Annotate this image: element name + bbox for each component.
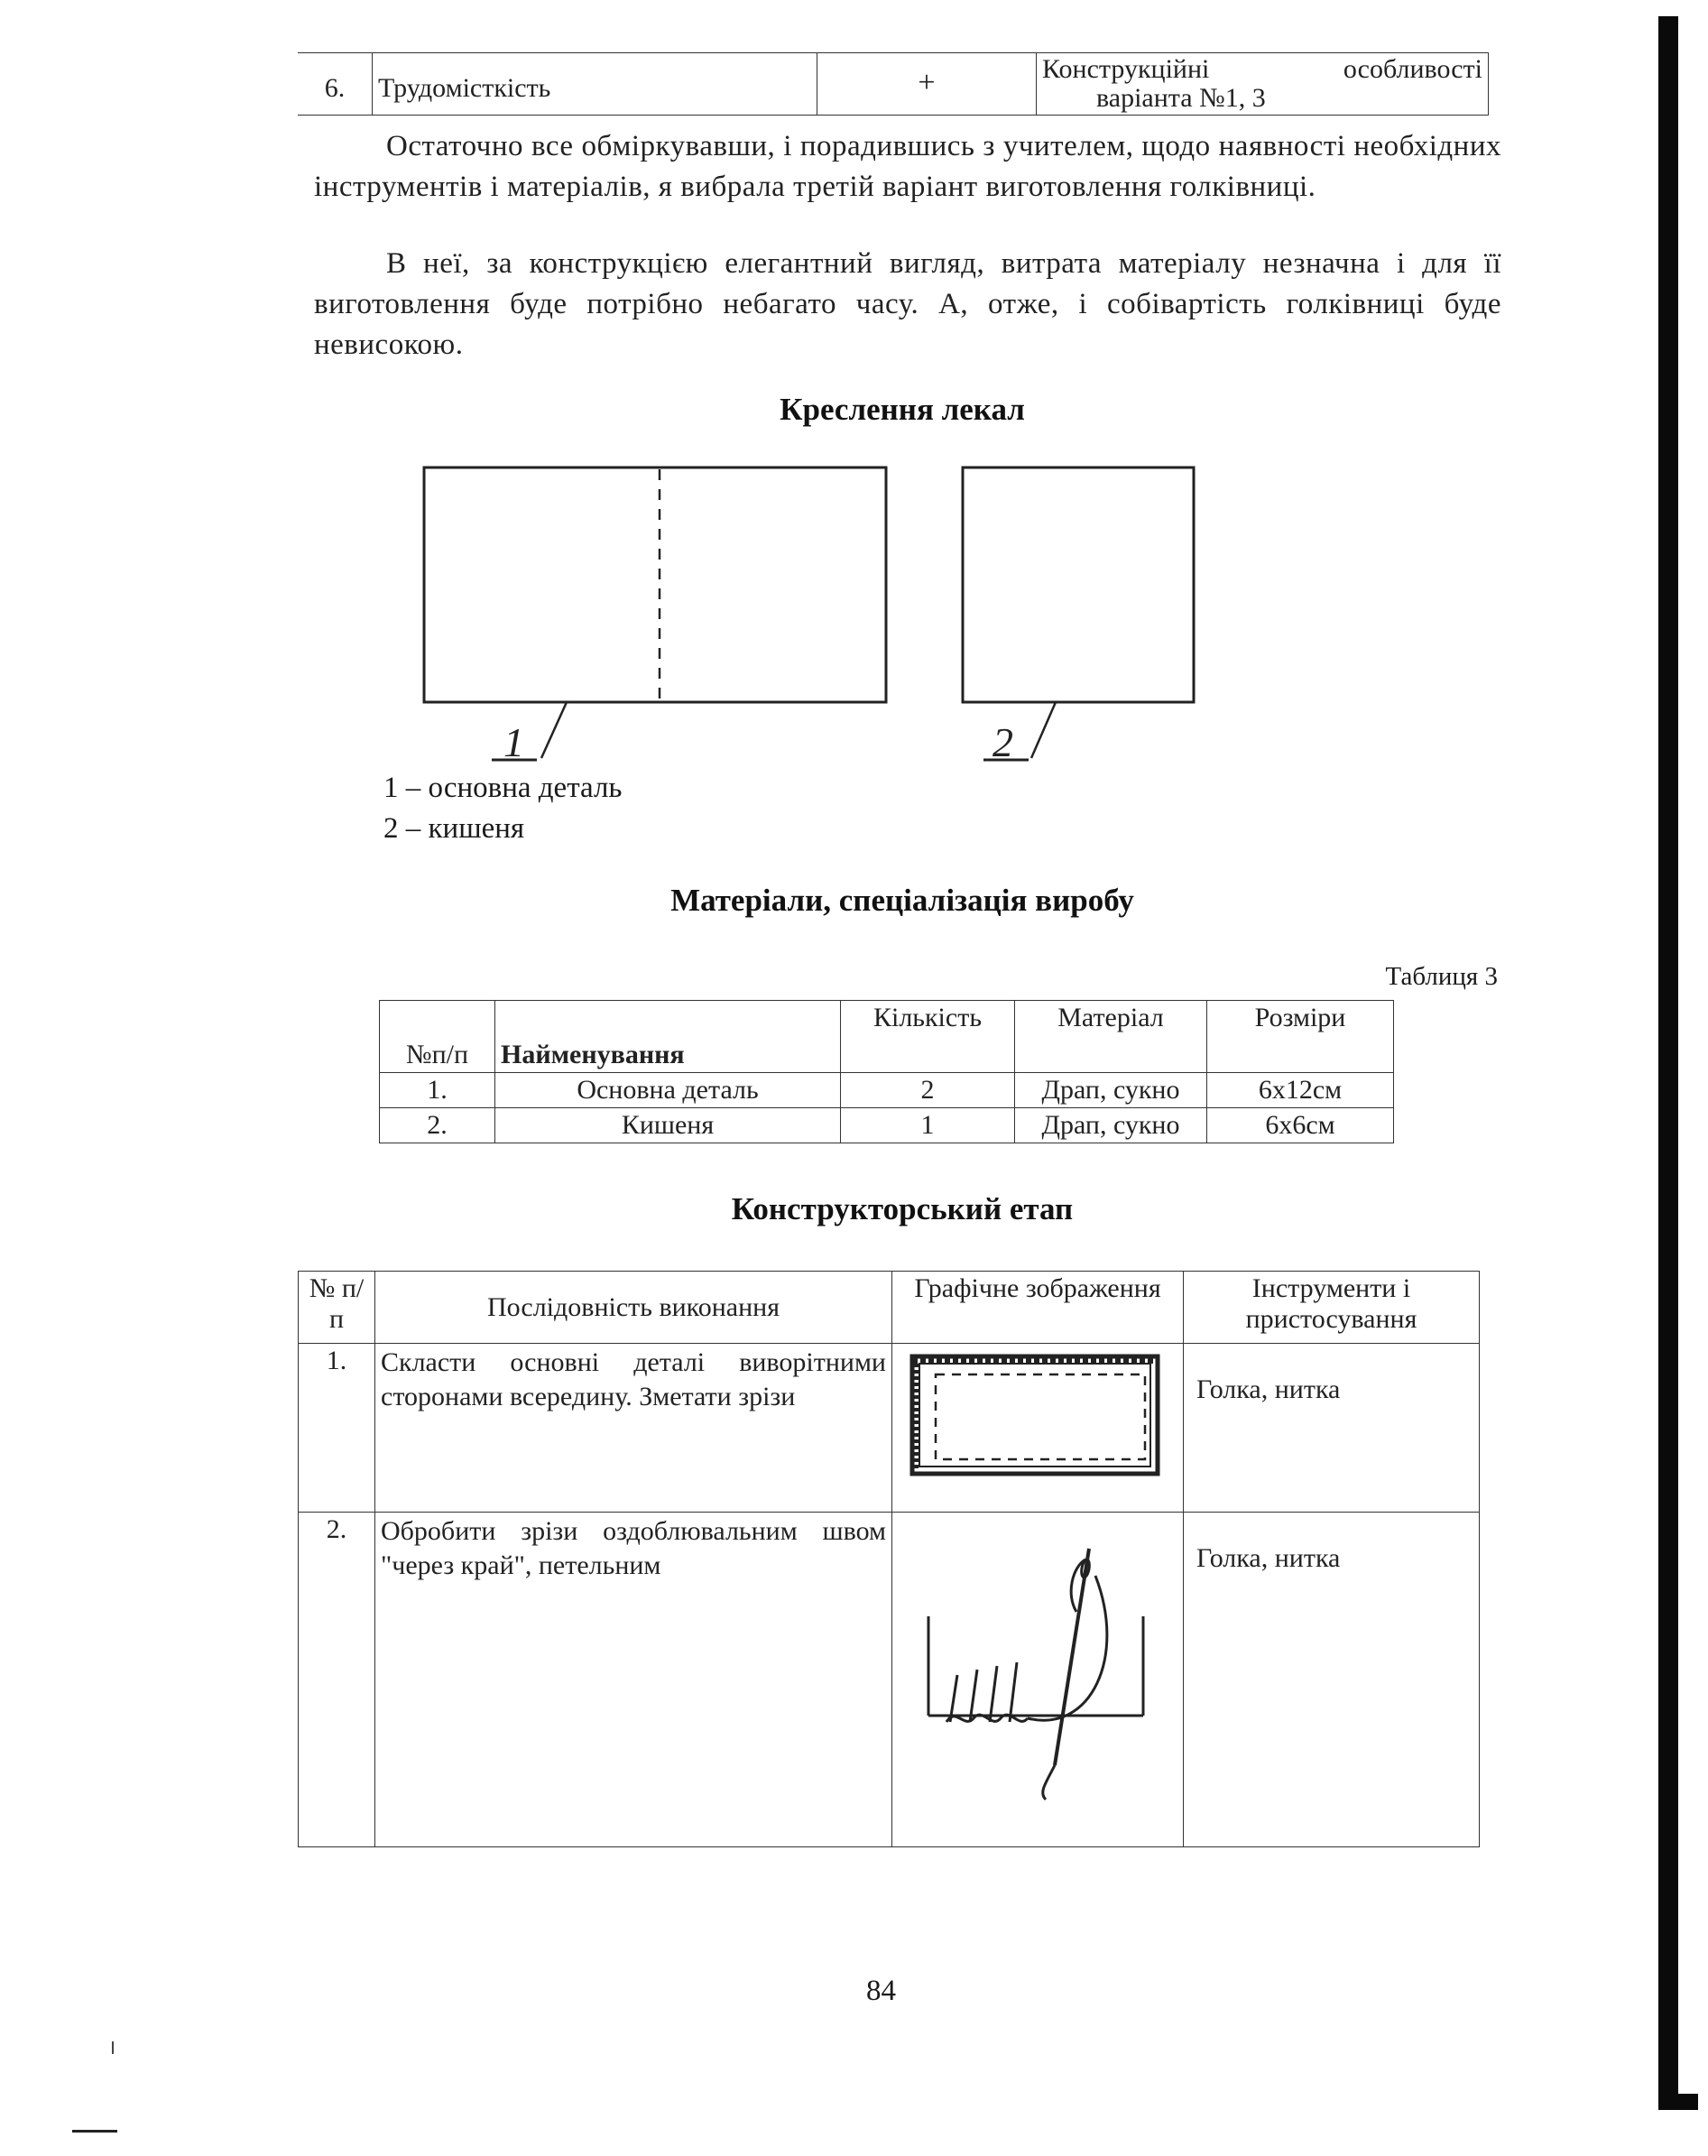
paragraph-2: В неї, за конструкцією елегантний вигляд, витрата матеріалу незначна і для її виготовлення буде потрібно небагато часу. А, отже, і собівартість голківниці буде невисокою. — [314, 247, 1501, 361]
table-row: 2. Обробити зрізи оздоблювальним швом "через край", петельним Голка, нитка — [299, 1513, 1480, 1847]
scan-edge-bar — [1658, 16, 1678, 2110]
label-2: 2 — [992, 719, 1013, 765]
t3-header-size: Розміри — [1207, 1001, 1394, 1073]
pattern-drawing — [0, 0, 1708, 812]
t4-header-graphic: Графічне зображення — [892, 1272, 1184, 1344]
basting-stitch-diagram — [892, 1344, 1172, 1504]
construct-table — [298, 1271, 1480, 1847]
step2-graphic — [892, 1513, 1184, 1847]
row-mark: + — [817, 53, 1037, 116]
t3-header-name: Найменування — [495, 1001, 841, 1073]
row-note-line1b: особливості — [1343, 54, 1482, 84]
materials-table — [379, 1000, 1394, 1143]
t3-header-material: Матеріал — [1015, 1001, 1207, 1073]
leader-line-1 — [541, 702, 567, 758]
materials-title: Матеріали, спеціалізація виробу — [670, 883, 1134, 918]
t4-header-num: № п/п — [299, 1272, 375, 1344]
table-row: 1. Основна деталь 2 Драп, сукно 6х12см — [380, 1073, 1394, 1108]
paragraph-1: Остаточно все обміркувавши, і порадившись з учителем, щодо наявності необхідних інструментів і матеріалів, я вибрала третій варіант виготовлення голківниці. — [314, 130, 1501, 203]
row-name: Трудомісткість — [373, 53, 817, 116]
t4-header-steps: Послідовність виконання — [375, 1272, 892, 1344]
row-note-line2: варіанта №1, 3 — [1096, 83, 1266, 113]
step1-graphic — [892, 1344, 1184, 1513]
t3-header-qty: Кількість — [841, 1001, 1015, 1073]
page-number: 84 — [866, 1975, 896, 2007]
construct-title: Конструкторський етап — [731, 1191, 1074, 1226]
scan-tick — [112, 2041, 114, 2054]
scan-edge-foot — [1658, 2094, 1698, 2110]
label-1: 1 — [503, 719, 524, 765]
scan-mark-bottom — [72, 2130, 117, 2133]
pocket-outline — [963, 467, 1194, 702]
t3-header-num: №п/п — [380, 1001, 495, 1073]
legend-item-1: 1 – основна деталь — [383, 772, 623, 804]
row-note-line1: Конструкційні — [1042, 54, 1210, 84]
table-row: 1. Скласти основні деталі виворітними сторонами всередину. Зметати зрізи Голка, нитка — [299, 1344, 1480, 1513]
table-row: 2. Кишеня 1 Драп, сукно 6х6см — [380, 1108, 1394, 1143]
main-part-outline — [424, 467, 886, 702]
table3-caption: Таблиця 3 — [1385, 962, 1498, 991]
overcast-stitch-diagram — [892, 1513, 1172, 1839]
leader-line-2 — [1031, 702, 1056, 758]
row-number: 6. — [298, 53, 373, 116]
drawing-title: Креслення лекал — [780, 392, 1025, 427]
legend-item-2: 2 – кишеня — [383, 812, 525, 845]
t4-header-tools: Інструменти і пристосування — [1184, 1272, 1480, 1344]
